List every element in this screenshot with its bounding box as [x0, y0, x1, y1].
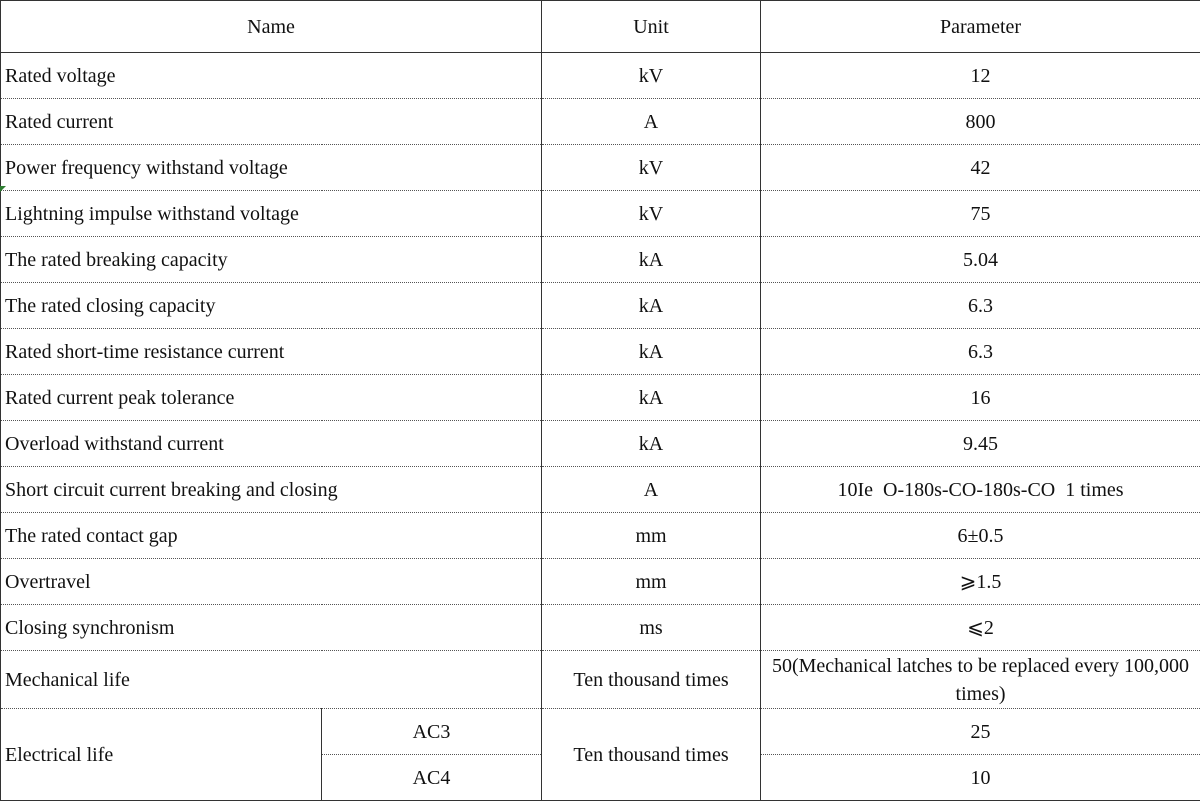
row-name: The rated contact gap	[1, 513, 542, 559]
electrical-life-parameter: 10	[761, 755, 1200, 801]
row-parameter: 12	[761, 53, 1200, 99]
electrical-life-parameter: 25	[761, 709, 1200, 755]
row-parameter: 6.3	[761, 283, 1200, 329]
row-name: Rated current peak tolerance	[1, 375, 542, 421]
row-unit: A	[542, 467, 761, 513]
header-name: Name	[1, 1, 542, 53]
electrical-life-category: AC4	[322, 755, 542, 801]
row-unit: kA	[542, 421, 761, 467]
table-row	[1, 421, 1200, 467]
corner-marker	[0, 186, 6, 192]
row-parameter: 16	[761, 375, 1200, 421]
electrical-life-category: AC3	[322, 709, 542, 755]
row-name: The rated closing capacity	[1, 283, 542, 329]
row-unit: Ten thousand times	[542, 651, 761, 709]
row-unit: kA	[542, 329, 761, 375]
header-parameter: Parameter	[761, 1, 1200, 53]
row-name: Overload withstand current	[1, 421, 542, 467]
row-name: Overtravel	[1, 559, 542, 605]
electrical-life-unit: Ten thousand times	[542, 709, 761, 801]
table-row	[1, 651, 1200, 709]
row-name: The rated breaking capacity	[1, 237, 542, 283]
row-unit: kV	[542, 145, 761, 191]
row-unit: ms	[542, 605, 761, 651]
row-name: Rated voltage	[1, 53, 542, 99]
row-unit: kV	[542, 191, 761, 237]
table-row	[1, 467, 1200, 513]
header-row	[1, 1, 1200, 53]
row-parameter: 9.45	[761, 421, 1200, 467]
table-row	[1, 191, 1200, 237]
row-unit: kA	[542, 237, 761, 283]
table-row	[1, 99, 1200, 145]
row-name: Rated current	[1, 99, 542, 145]
electrical-life-row-ac3	[1, 709, 1200, 755]
row-parameter: 50(Mechanical latches to be replaced every 100,000 times)	[761, 651, 1200, 709]
table-row	[1, 237, 1200, 283]
row-parameter: 5.04	[761, 237, 1200, 283]
row-name: Closing synchronism	[1, 605, 542, 651]
table-row	[1, 559, 1200, 605]
row-parameter: 800	[761, 99, 1200, 145]
row-unit: kA	[542, 283, 761, 329]
table-row	[1, 605, 1200, 651]
table-row	[1, 513, 1200, 559]
row-parameter: 6±0.5	[761, 513, 1200, 559]
row-parameter: 75	[761, 191, 1200, 237]
row-parameter: 6.3	[761, 329, 1200, 375]
row-unit: mm	[542, 513, 761, 559]
row-parameter: ⩽2	[761, 605, 1200, 651]
row-parameter: 10Ie O-180s-CO-180s-CO 1 times	[761, 467, 1200, 513]
row-name: Power frequency withstand voltage	[1, 145, 542, 191]
row-name: Lightning impulse withstand voltage	[1, 191, 542, 237]
row-unit: mm	[542, 559, 761, 605]
table-row	[1, 375, 1200, 421]
row-parameter: 42	[761, 145, 1200, 191]
table-row	[1, 53, 1200, 99]
row-unit: kV	[542, 53, 761, 99]
row-name: Short circuit current breaking and closing	[1, 467, 542, 513]
table-row	[1, 145, 1200, 191]
header-unit: Unit	[542, 1, 761, 53]
row-name: Rated short-time resistance current	[1, 329, 542, 375]
row-name: Mechanical life	[1, 651, 542, 709]
table-row	[1, 329, 1200, 375]
row-parameter: ⩾1.5	[761, 559, 1200, 605]
table-row	[1, 283, 1200, 329]
row-unit: A	[542, 99, 761, 145]
electrical-life-name: Electrical life	[1, 709, 322, 801]
row-unit: kA	[542, 375, 761, 421]
